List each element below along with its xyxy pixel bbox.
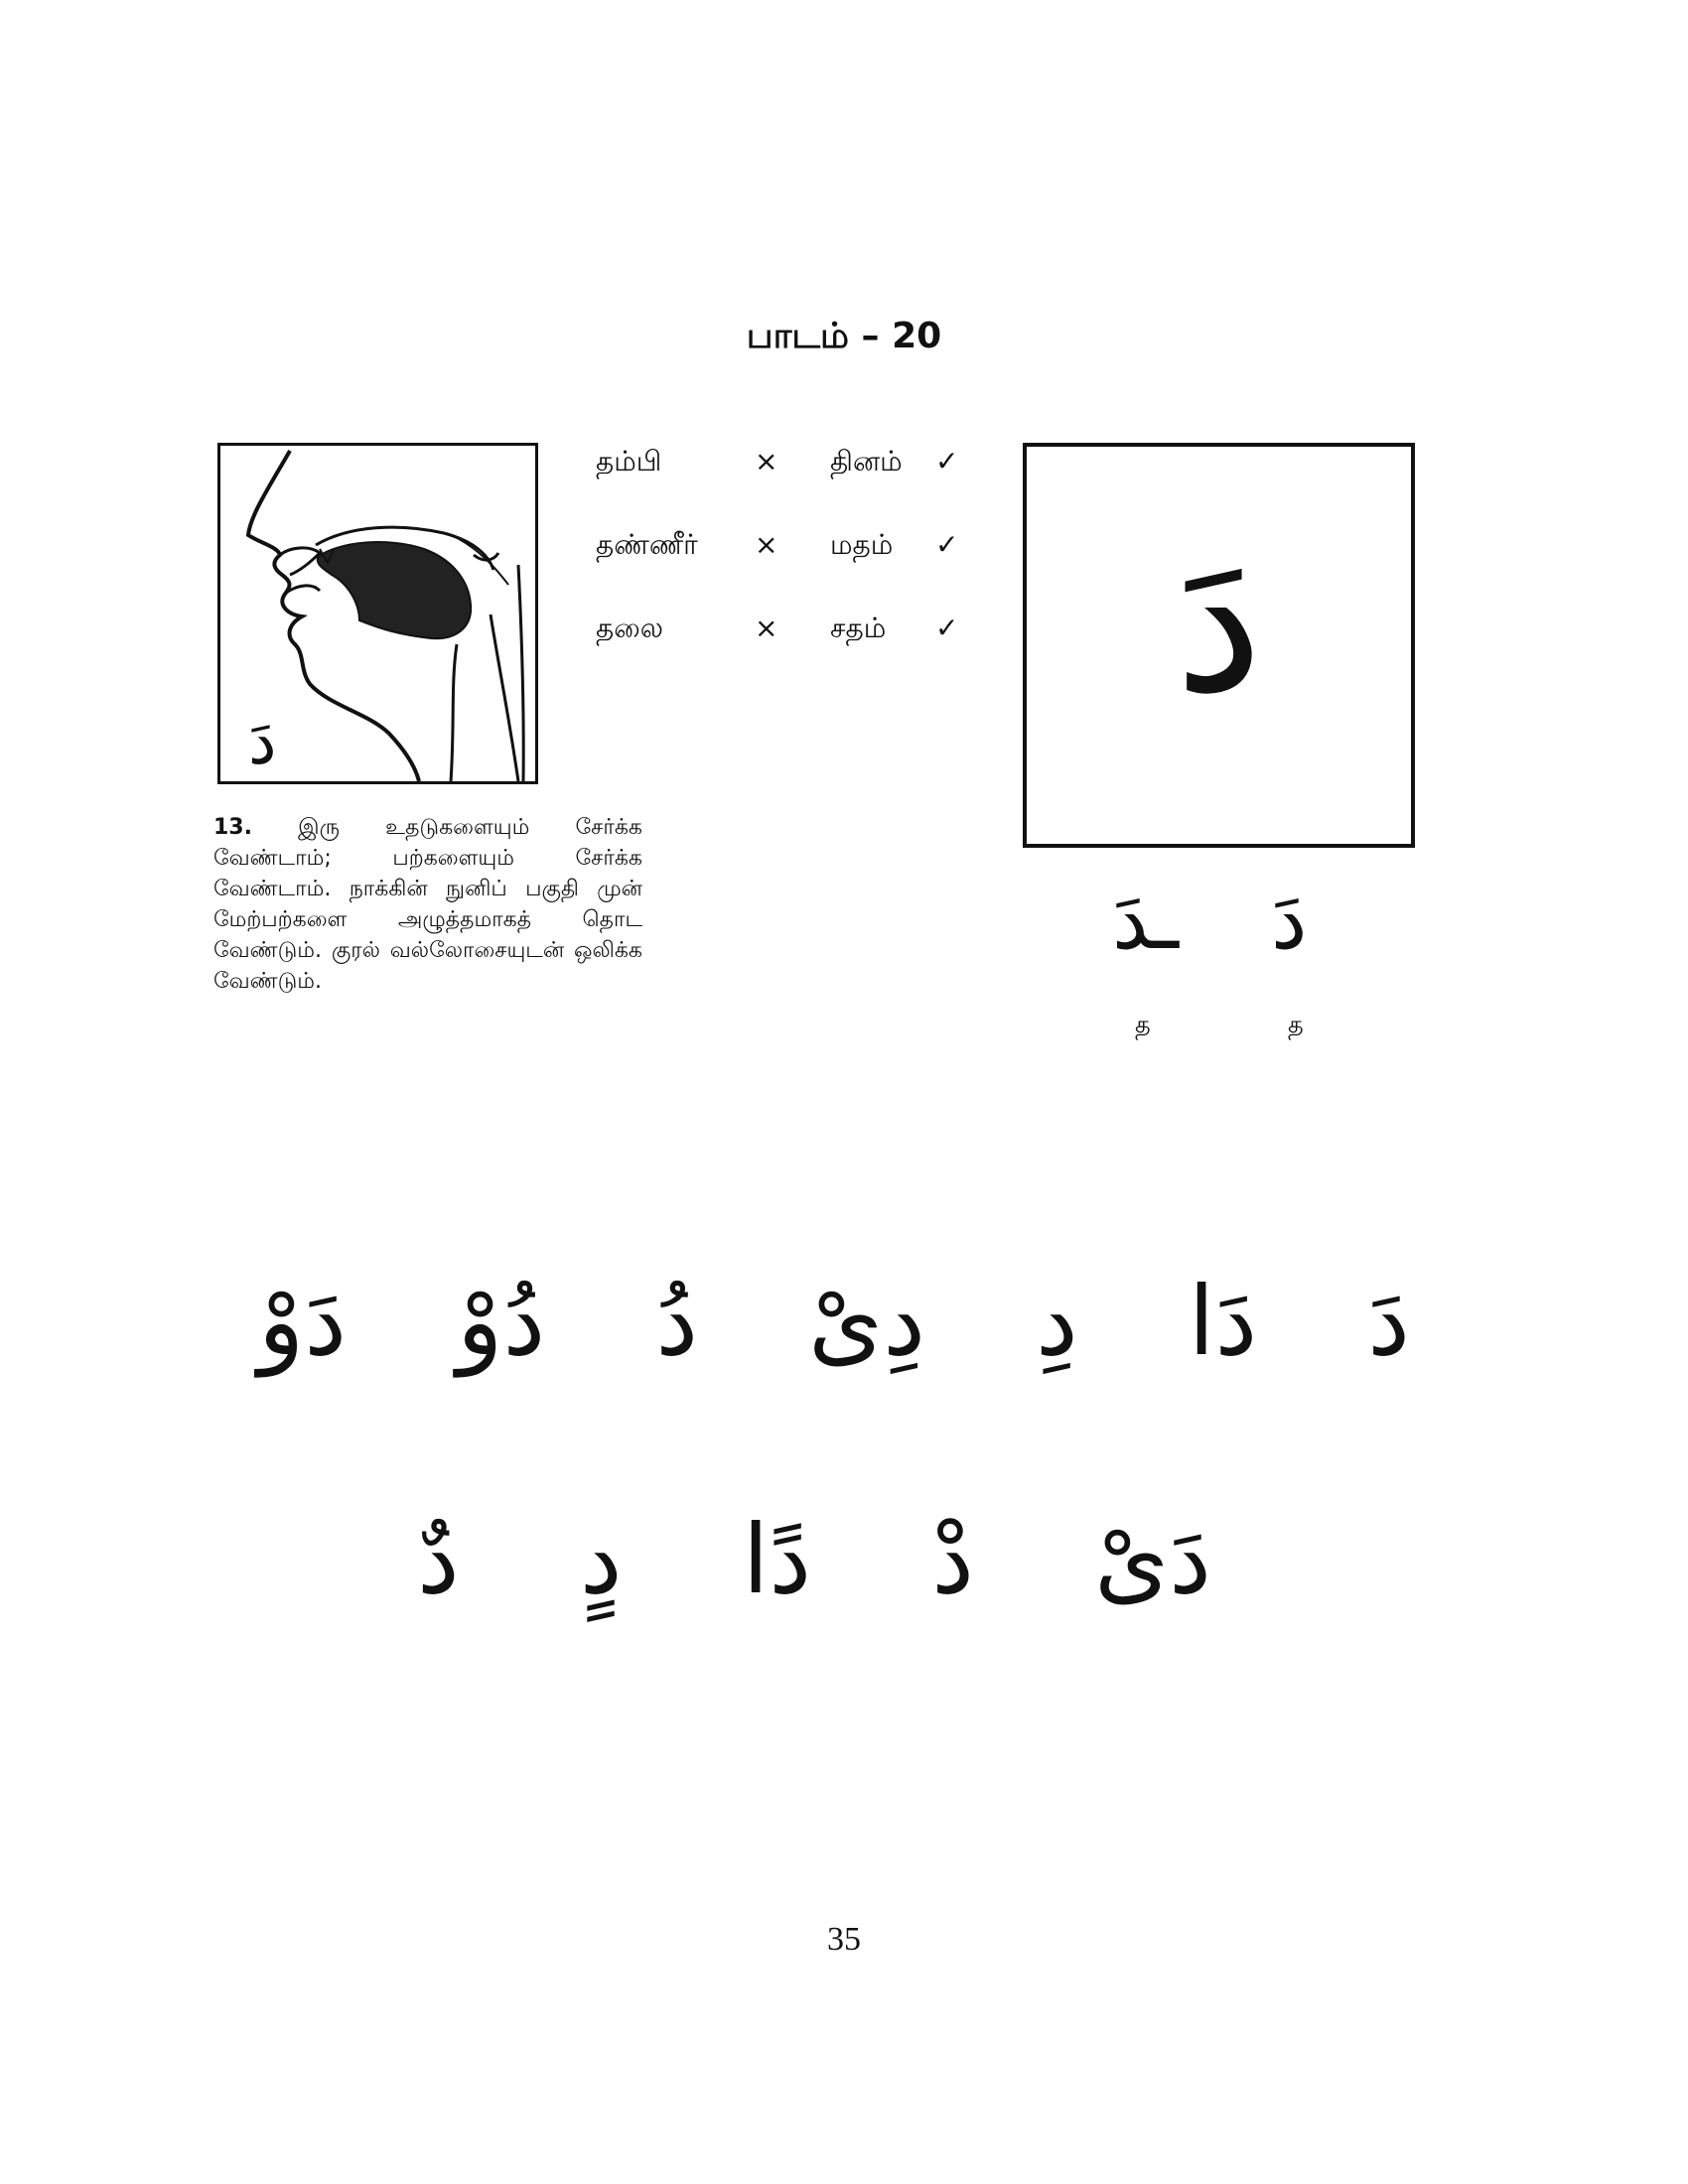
word-example-row	[596, 445, 973, 528]
practice-row-1	[258, 1266, 1410, 1377]
letter-form-connected: ـدَ	[1112, 874, 1180, 968]
mouth-articulation-diagram	[217, 443, 538, 784]
right-word: தினம்	[830, 445, 903, 478]
practice-syllable: دَ	[1367, 1266, 1410, 1377]
tamil-equivalent: த	[1288, 1011, 1304, 1038]
page-number: 35	[827, 1921, 861, 1958]
right-word: மதம்	[830, 528, 894, 561]
word-examples	[596, 445, 973, 695]
practice-syllable: دَا	[1188, 1266, 1258, 1377]
practice-syllable: دَوْ	[258, 1266, 348, 1377]
main-letter: دَ	[1174, 506, 1264, 738]
practice-syllable: دًا	[742, 1504, 812, 1615]
cross-icon: ×	[755, 445, 778, 478]
check-icon: ✓	[935, 612, 959, 644]
right-word: சதம்	[830, 612, 887, 644]
practice-syllable: دِیْ	[808, 1266, 925, 1377]
check-icon: ✓	[935, 528, 959, 561]
practice-row-2	[417, 1504, 1211, 1615]
practice-syllable: دُوْ	[457, 1266, 546, 1377]
lesson-title: பாடம் – 20	[746, 316, 942, 356]
articulation-description	[213, 812, 642, 997]
practice-syllable: دُ	[655, 1266, 699, 1377]
practice-syllable: دْ	[931, 1504, 974, 1615]
letter-form-isolated: دَ	[1271, 874, 1308, 968]
main-letter-box	[1023, 443, 1415, 848]
practice-syllable: دٍ	[579, 1504, 623, 1615]
word-example-row	[596, 528, 973, 612]
description-text: இரு உதடுகளையும் சேர்க்க வேண்டாம்; பற்களையும் சேர்க்க வேண்டாம். நாக்கின் நுனிப் பகுதி முன் மேற்பற்களை அழுத்தமாகத் தொட வேண்டும். குரல் வல்லோசையுடன் ஒலிக்க வேண்டும்.	[213, 815, 642, 994]
wrong-word: தலை	[596, 612, 663, 644]
check-icon: ✓	[935, 445, 959, 478]
word-example-row	[596, 612, 973, 695]
wrong-word: தம்பி	[596, 445, 662, 478]
wrong-word: தண்ணீர்	[596, 528, 698, 561]
practice-syllable: دَیْ	[1094, 1504, 1211, 1615]
practice-syllable: دِ	[1036, 1266, 1078, 1377]
cross-icon: ×	[755, 612, 778, 644]
practice-syllable: دٌ	[417, 1504, 460, 1615]
diagram-letter: دَ	[248, 706, 277, 779]
description-number: 13.	[213, 815, 252, 840]
tamil-equivalent: த	[1135, 1011, 1151, 1038]
cross-icon: ×	[755, 528, 778, 561]
